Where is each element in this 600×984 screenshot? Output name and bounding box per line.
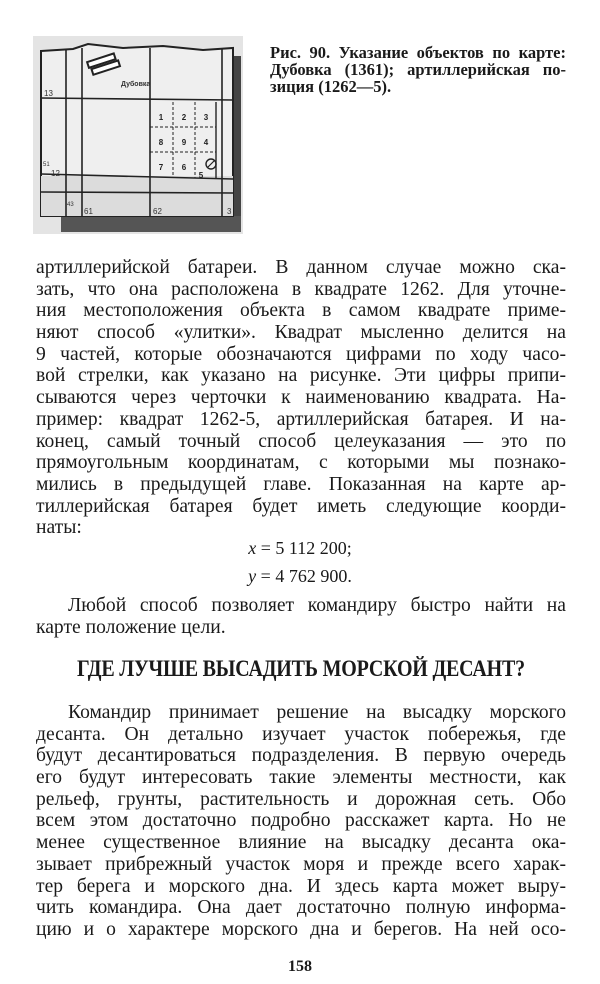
text-line: вой стрелки, как указано на рисунке. Эти цифры припи- bbox=[36, 365, 566, 387]
snail-digit: 5 bbox=[198, 171, 204, 180]
paragraph-landing bbox=[36, 702, 566, 941]
text-line: карте положение цели. bbox=[36, 616, 226, 638]
text-line: цию и о характере морского дна и берегов. На ней осо- bbox=[36, 918, 566, 940]
text-line: мились в предыдущей главе. Показанная на карте ар- bbox=[36, 473, 566, 495]
caption-line: зиция (1262—5). bbox=[270, 77, 392, 96]
figure-caption bbox=[270, 44, 566, 95]
map-label: 51 bbox=[43, 162, 50, 168]
paragraph-summary bbox=[36, 595, 566, 638]
text-line: рельеф, грунты, растительность и дорожная сеть. Обо bbox=[36, 788, 566, 810]
text-line: прямоугольным координатам, с которыми мы познако- bbox=[36, 452, 566, 474]
snail-digit: 3 bbox=[203, 113, 209, 122]
snail-digit: 7 bbox=[158, 163, 164, 172]
caption-line: Дубовка (1361); артиллерийская по- bbox=[270, 60, 566, 79]
caption-line: Рис. 90. Указание объектов по карте: bbox=[270, 43, 566, 62]
map-label: 61 bbox=[84, 207, 93, 216]
text-line: конец, самый точный способ целеуказания — это по bbox=[36, 430, 566, 452]
text-line: пример: квадрат 1262-5, артиллерийская батарея. И на- bbox=[36, 408, 566, 430]
snail-digit: 2 bbox=[181, 113, 187, 122]
text-line: всем этом достаточно подробно расскажет карта. Но не bbox=[36, 810, 566, 832]
text-line: наты: bbox=[36, 517, 82, 539]
section-heading: ГДЕ ЛУЧШЕ ВЫСАДИТЬ МОРСКОЙ ДЕСАНТ? bbox=[77, 656, 525, 682]
snail-digit: 4 bbox=[203, 138, 209, 147]
text-line: тер берега и морского дна. И здесь карта может выру- bbox=[36, 875, 566, 897]
map-label: 13 bbox=[44, 89, 53, 98]
map-label: 62 bbox=[153, 207, 162, 216]
text-line: Командир принимает решение на высадку морского bbox=[68, 702, 566, 723]
equation-x bbox=[0, 538, 600, 559]
equation-variable: y bbox=[248, 566, 257, 586]
snail-digit: 9 bbox=[181, 138, 187, 147]
snail-digit: 6 bbox=[181, 163, 187, 172]
text-line: ния местоположения объекта в самом квадрате приме- bbox=[36, 300, 566, 322]
text-line: менее существенное влияние на высадку десанта ока- bbox=[36, 832, 566, 854]
equation-y bbox=[0, 566, 600, 587]
text-line: Любой способ позволяет командиру быстро найти на bbox=[68, 595, 566, 616]
text-line: сываются через черточки к наименованию квадрата. На- bbox=[36, 387, 566, 409]
text-line: тиллерийская батарея будет иметь следующие коорди- bbox=[36, 495, 566, 517]
text-line: его будут интересовать такие элементы местности, как bbox=[36, 767, 566, 789]
snail-digit: 1 bbox=[158, 113, 164, 122]
text-line: зать, что она расположена в квадрате 1262. Для уточне- bbox=[36, 278, 566, 300]
page-number: 158 bbox=[288, 958, 312, 975]
equation-value: = 4 762 900. bbox=[256, 566, 352, 586]
text-line: зывает прибрежный участок моря и прежде всего харак- bbox=[36, 853, 566, 875]
text-line: будут десантироваться подразделения. В первую очередь bbox=[36, 745, 566, 767]
paragraph-targeting bbox=[36, 257, 566, 539]
text-line: 9 частей, которые обозначаются цифрами по ходу часо- bbox=[36, 343, 566, 365]
equation-variable: x bbox=[248, 538, 257, 558]
map-label: 3 bbox=[227, 207, 232, 216]
map-label: 43 bbox=[67, 202, 74, 208]
text-line: няют способ «улитки». Квадрат мысленно делится на bbox=[36, 322, 566, 344]
map-label: 12 bbox=[51, 169, 60, 178]
text-line: десанта. Он детально изучает участок побережья, где bbox=[36, 723, 566, 745]
text-line: чить командира. Она дает достаточно полную информа- bbox=[36, 897, 566, 919]
snail-digit: 8 bbox=[158, 138, 164, 147]
text-line: артиллерийской батареи. В данном случае можно ска- bbox=[36, 257, 566, 278]
map-figure bbox=[33, 36, 243, 234]
equation-value: = 5 112 200; bbox=[256, 538, 352, 558]
map-label-village: Дубовка bbox=[121, 81, 151, 88]
